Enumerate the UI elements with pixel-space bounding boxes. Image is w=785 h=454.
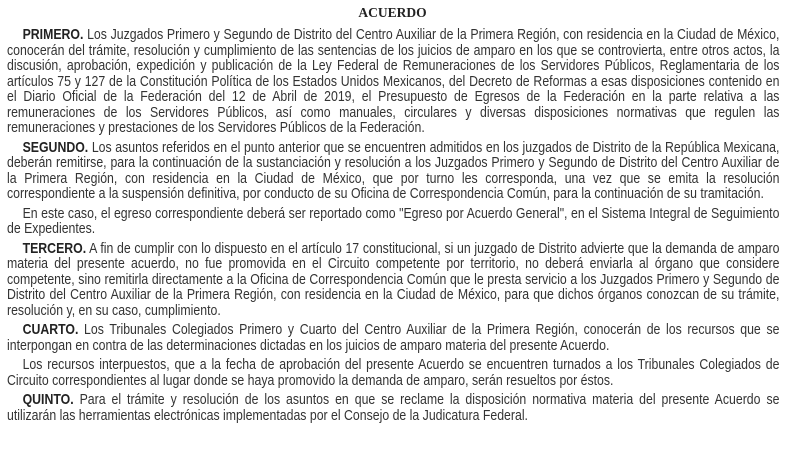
- paragraph-quinto: [7, 392, 779, 423]
- paragraph-egreso: [7, 206, 779, 237]
- paragraph-lead: SEGUNDO.: [22, 138, 89, 156]
- paragraph-text: Para el trámite y resolución de los asuntos en que se reclame la disposición normativa materia del presente Acuerdo se utilizarán las herramientas electrónicas implementadas por el Consejo de la Judicatura Federal.: [7, 391, 780, 424]
- paragraph-text: Los Tribunales Colegiados Primero y Cuarto del Centro Auxiliar de la Primera Región, conocerán de los recursos que se interpongan en contra de las determinaciones dictadas en los juicios de amparo materia del presente Acuerdo.: [7, 321, 780, 354]
- paragraph-recursos: [7, 357, 779, 388]
- paragraph-lead: TERCERO.: [22, 239, 87, 257]
- paragraph-tercero: [7, 241, 779, 319]
- paragraph-text: Los recursos interpuestos, que a la fecha de aprobación del presente Acuerdo se encuentren turnados a los Tribunales Colegiados de Circuito correspondientes al lugar donde se haya promovido la demanda de amparo, serán resueltos por éstos.: [7, 356, 780, 389]
- paragraph-lead: PRIMERO.: [22, 26, 84, 43]
- paragraph-text: A fin de cumplir con lo dispuesto en el artículo 17 constitucional, si un juzgado de Distrito advierte que la demanda de amparo materia del presente acuerdo, no fue promovida en el Circuito competente por territorio, no deberá enviarla al órgano que considere competente, sino remitirla directamente a la Oficina de Correspondencia Común que le presta servicio a los Juzgados Primero y Segundo de Distrito del Centro Auxiliar de la Primera Región, con residencia en la Ciudad de México, para que dichos órganos conozcan de su trámite, resolución y, en su caso, cumplimiento.: [7, 239, 780, 319]
- paragraph-text: Los Juzgados Primero y Segundo de Distrito del Centro Auxiliar de la Primera Región, con residencia en la Ciudad de México, conocerán del trámite, resolución y cumplimiento de las sentencias de los juicios de amparo en los que se controvierta, entre otros actos, la discusión, aprobación, expedición y publicación de la Ley Federal de Remuneraciones de los Servidores Públicos, Reglamentaria de los artículos 75 y 127 de la Constitución Política de los Estados Unidos Mexicanos, del Decreto de Reformas a esas disposiciones contenido en el Diario Oficial de la Federación del 12 de Abril de 2019, el Presupuesto de Egresos de la Federación en la parte relativa a las remuneraciones de los Servidores Públicos, así como manuales, circulares y diversas disposiciones normativas que regulen las remuneraciones y prestaciones de los Servidores Públicos de la Federación.: [7, 26, 780, 136]
- paragraph-text: En este caso, el egreso correspondiente deberá ser reportado como "Egreso por Acuerdo General", en el Sistema Integral de Seguimiento de Expedientes.: [7, 204, 780, 237]
- paragraph-primero: [7, 27, 779, 136]
- paragraph-cuarto: [7, 322, 779, 353]
- document-body: [7, 27, 779, 427]
- paragraph-text: Los asuntos referidos en el punto anterior que se encuentren admitidos en los juzgados de Distrito de la República Mexicana, deberán remitirse, para la continuación de la sustanciación y resolución a los Juzgados Primero y Segundo de Distrito del Centro Auxiliar de la Primera Región, con residencia en la Ciudad de México, que por turno les corresponda, una vez que se emita la resolución correspondiente a la suspensión definitiva, por conducto de su Oficina de Correspondencia Común, para la continuación de su tramitación.: [7, 138, 780, 202]
- paragraph-lead: CUARTO.: [22, 321, 79, 338]
- paragraph-segundo: [7, 140, 779, 202]
- document-title: ACUERDO: [358, 5, 427, 20]
- paragraph-lead: QUINTO.: [22, 391, 74, 408]
